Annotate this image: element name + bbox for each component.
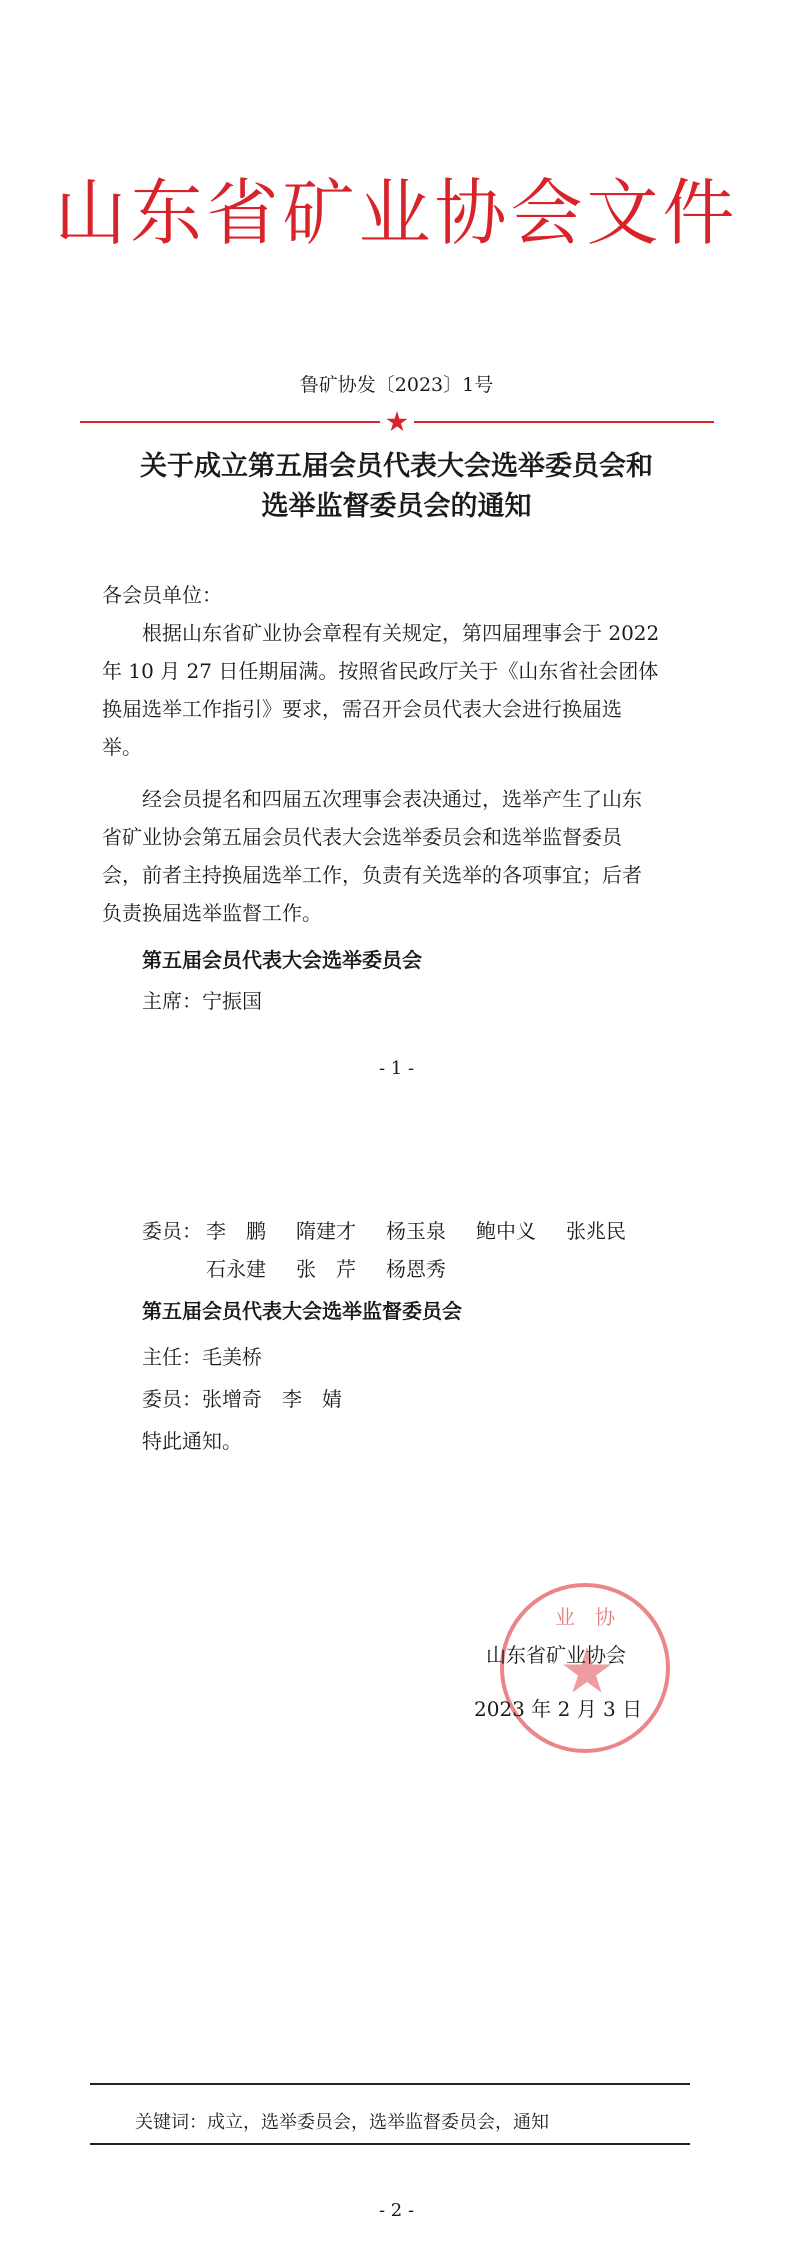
star-icon xyxy=(386,411,408,433)
closing-text: 特此通知。 xyxy=(142,1429,242,1453)
keywords: 关键词：成立，选举委员会，选举监督委员会，通知 xyxy=(135,2112,549,2133)
footer-rule-bottom xyxy=(90,2143,690,2145)
footer-rule-top xyxy=(90,2083,690,2085)
member-name: 杨恩秀 xyxy=(386,1257,446,1281)
document-number: 鲁矿协发〔2023〕1号 xyxy=(299,374,494,396)
red-rule-left xyxy=(80,421,380,423)
signature-date: 2023 年 2 月 3 日 xyxy=(474,1697,643,1721)
paragraph-1-line: 年 10 月 27 日任期届满。按照省民政厅关于《山东省社会团体 xyxy=(102,659,659,683)
member-name: 石永建 xyxy=(206,1257,266,1281)
page-number-1: - 1 - xyxy=(378,1058,415,1079)
signature-org: 山东省矿业协会 xyxy=(486,1643,626,1667)
supervision-committee-heading: 第五届会员代表大会选举监督委员会 xyxy=(142,1299,462,1323)
election-committee-heading: 第五届会员代表大会选举委员会 xyxy=(142,948,422,972)
paragraph-1-line: 举。 xyxy=(102,735,142,759)
salutation: 各会员单位： xyxy=(102,583,222,607)
paragraph-1-line: 换届选举工作指引》要求，需召开会员代表大会进行换届选 xyxy=(102,697,622,721)
member-name: 李 鹏 xyxy=(206,1219,266,1243)
members-label: 委员： xyxy=(142,1219,202,1243)
paragraph-2 xyxy=(102,780,702,932)
notice-title-line1: 关于成立第五届会员代表大会选举委员会和 xyxy=(140,451,653,482)
paragraph-2-line: 会，前者主持换届选举工作，负责有关选举的各项事宜；后者 xyxy=(102,863,642,887)
members-row-2 xyxy=(142,1250,702,1288)
paragraph-1 xyxy=(102,614,702,766)
supervision-committee-chair: 主任：毛美桥 xyxy=(142,1345,262,1369)
paragraph-2-line: 省矿业协会第五届会员代表大会选举委员会和选举监督委员 xyxy=(102,825,622,849)
paragraph-2-line: 负责换届选举监督工作。 xyxy=(102,901,322,925)
election-committee-chair: 主席：宁振国 xyxy=(142,989,262,1013)
election-committee-members xyxy=(142,1212,702,1288)
member-name: 张兆民 xyxy=(566,1219,626,1243)
page-number-2: - 2 - xyxy=(378,2200,415,2221)
member-name: 隋建才 xyxy=(296,1219,356,1243)
paragraph-1-line: 根据山东省矿业协会章程有关规定，第四届理事会于 2022 xyxy=(142,621,660,645)
org-header-title: 山东省矿业协会文件 xyxy=(54,171,739,255)
notice-title-line2: 选举监督委员会的通知 xyxy=(261,491,532,522)
red-rule-right xyxy=(414,421,714,423)
paragraph-2-line: 经会员提名和四届五次理事会表决通过，选举产生了山东 xyxy=(142,787,642,811)
member-name: 张 芹 xyxy=(296,1257,356,1281)
seal-text: 业 协 xyxy=(555,1605,615,1629)
members-row-1 xyxy=(142,1212,702,1250)
member-name: 鲍中义 xyxy=(476,1219,536,1243)
member-name: 杨玉泉 xyxy=(386,1219,446,1243)
supervision-committee-members: 委员：张增奇 李 婧 xyxy=(142,1387,342,1411)
